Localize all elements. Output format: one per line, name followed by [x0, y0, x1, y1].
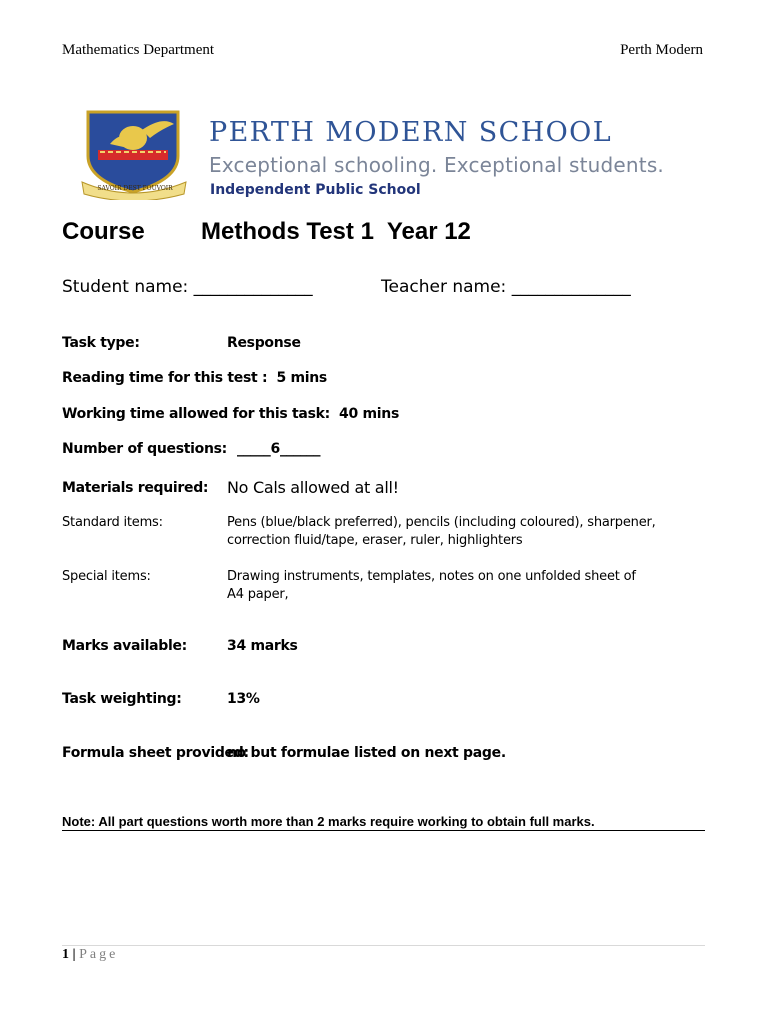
formula-label: Formula sheet provided: — [62, 745, 249, 761]
page-footer — [62, 947, 118, 963]
page-number: 1 — [62, 947, 69, 962]
marks-value: 34 marks — [227, 638, 298, 654]
test-title: Methods Test 1 Year 12 — [201, 218, 471, 245]
materials-label: Materials required: — [62, 480, 209, 496]
working-note: Note: All part questions worth more than 2 marks require working to obtain full marks. — [62, 814, 705, 831]
teacher-name-field: Teacher name: ______________ — [381, 277, 631, 297]
materials-value: No Cals allowed at all! — [227, 478, 399, 497]
header-right: Perth Modern — [620, 42, 703, 58]
standard-items-label: Standard items: — [62, 515, 163, 530]
marks-label: Marks available: — [62, 638, 187, 654]
course-label: Course — [62, 218, 145, 245]
special-items-line-2: A4 paper, — [227, 587, 289, 602]
questions-label: Number of questions: — [62, 441, 227, 457]
task-type-value: Response — [227, 335, 301, 351]
task-type-label: Task type: — [62, 335, 140, 351]
working-time: Working time allowed for this task: 40 mins — [62, 406, 399, 422]
student-name-field: Student name: ______________ — [62, 277, 313, 297]
header-left: Mathematics Department — [62, 42, 215, 58]
questions-value: _____6______ — [237, 441, 321, 457]
special-items-label: Special items: — [62, 569, 151, 584]
formula-value: no but formulae listed on next page. — [227, 745, 506, 761]
reading-time: Reading time for this test : 5 mins — [62, 370, 327, 386]
footer-divider — [62, 945, 705, 946]
crest-ribbon — [80, 180, 190, 200]
svg-text:SAVOIR DEST POUVOIR: SAVOIR DEST POUVOIR — [97, 185, 173, 192]
footer-separator: | — [72, 947, 76, 962]
standard-items-line-2: correction fluid/tape, eraser, ruler, highlighters — [227, 533, 523, 548]
school-status: Independent Public School — [210, 182, 421, 198]
standard-items-line-1: Pens (blue/black preferred), pencils (including coloured), sharpener, — [227, 515, 656, 530]
page-word: Page — [79, 947, 119, 962]
weighting-label: Task weighting: — [62, 691, 182, 707]
school-name: PERTH MODERN SCHOOL — [209, 117, 613, 148]
special-items-line-1: Drawing instruments, templates, notes on one unfolded sheet of — [227, 569, 636, 584]
school-motto: Exceptional schooling. Exceptional students. — [209, 153, 664, 177]
weighting-value: 13% — [227, 691, 260, 707]
